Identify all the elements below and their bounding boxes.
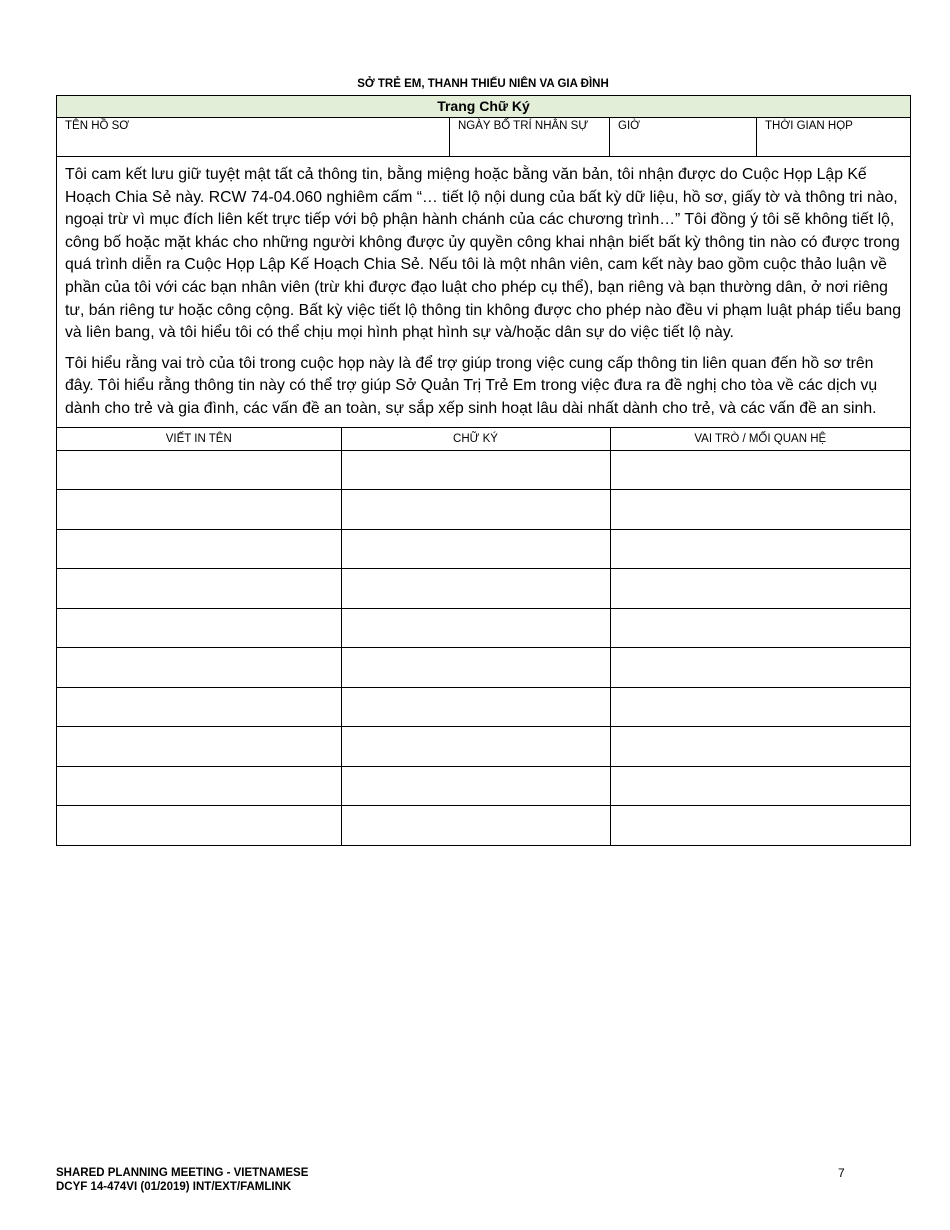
footer-form-code: DCYF 14-474VI (01/2019) INT/EXT/FAMLINK [56, 1181, 292, 1193]
print-name-cell[interactable] [57, 766, 341, 806]
role-cell[interactable] [610, 608, 910, 648]
table-row [57, 766, 910, 806]
time-field[interactable] [610, 118, 757, 156]
meeting-time-label: THỜI GIAN HỌP [765, 120, 853, 132]
print-name-cell[interactable] [57, 490, 341, 530]
table-row [57, 569, 910, 609]
time-label: GIỜ [618, 120, 641, 132]
print-name-cell[interactable] [57, 608, 341, 648]
footer-form-name: SHARED PLANNING MEETING - VIETNAMESE [56, 1167, 309, 1179]
staffing-date-field[interactable] [450, 118, 610, 156]
print-name-cell[interactable] [57, 806, 341, 845]
role-cell[interactable] [610, 490, 910, 530]
role-cell[interactable] [610, 727, 910, 767]
signature-cell[interactable] [341, 806, 610, 845]
form-title: Trang Chữ Ký [57, 96, 910, 118]
form-footer [56, 1166, 308, 1194]
signature-cell[interactable] [341, 529, 610, 569]
role-paragraph: Tôi hiểu rằng vai trò của tôi trong cuộc họp này là để trợ giúp trong việc cung cấp thông tin liên quan đến hồ sơ trên đây. Tôi hiểu rằng thông tin này có thể trợ giúp Sở Quản Trị Trẻ Em trong việc đưa ra đề nghị cho tòa về các dịch vụ dành cho trẻ và gia đình, các vấn đề an toàn, sự sắp xếp sinh hoạt lâu dài nhất dành cho trẻ, và các vấn đề an sinh. [65, 354, 878, 417]
table-row [57, 648, 910, 688]
role-cell[interactable] [610, 450, 910, 490]
print-name-cell[interactable] [57, 727, 341, 767]
table-row [57, 806, 910, 845]
meeting-time-field[interactable] [757, 118, 910, 156]
table-row [57, 687, 910, 727]
signature-cell[interactable] [341, 648, 610, 688]
case-name-label: TÊN HỒ SƠ [65, 120, 130, 132]
signature-table-header [57, 428, 910, 451]
signature-cell[interactable] [341, 727, 610, 767]
print-name-cell[interactable] [57, 529, 341, 569]
agency-header: SỞ TRẺ EM, THANH THIẾU NIÊN VA GIA ĐÌNH [357, 78, 609, 90]
role-cell[interactable] [610, 648, 910, 688]
signature-cell[interactable] [341, 450, 610, 490]
table-row [57, 450, 910, 490]
role-cell[interactable] [610, 687, 910, 727]
table-row [57, 608, 910, 648]
signature-cell[interactable] [341, 687, 610, 727]
table-row [57, 490, 910, 530]
signature-cell[interactable] [341, 766, 610, 806]
signature-header: CHỮ KÝ [341, 428, 610, 451]
print-name-cell[interactable] [57, 687, 341, 727]
case-info-row [57, 118, 910, 157]
role-relationship-header: VAI TRÒ / MỐI QUAN HỆ [610, 428, 910, 451]
signature-cell[interactable] [341, 490, 610, 530]
page-number: 7 [838, 1166, 845, 1180]
signature-table [57, 428, 910, 845]
case-name-field[interactable] [57, 118, 450, 156]
print-name-cell[interactable] [57, 450, 341, 490]
signature-cell[interactable] [341, 569, 610, 609]
table-row [57, 727, 910, 767]
role-cell[interactable] [610, 529, 910, 569]
role-cell[interactable] [610, 806, 910, 845]
role-cell[interactable] [610, 569, 910, 609]
table-row [57, 529, 910, 569]
signature-form [56, 95, 911, 846]
staffing-date-label: NGÀY BỐ TRÍ NHÂN SỰ [458, 120, 589, 132]
print-name-header: VIẾT IN TÊN [57, 428, 341, 451]
print-name-cell[interactable] [57, 648, 341, 688]
signature-cell[interactable] [341, 608, 610, 648]
role-cell[interactable] [610, 766, 910, 806]
confidentiality-paragraph: Tôi cam kết lưu giữ tuyệt mật tất cả thông tin, bằng miệng hoặc bằng văn bản, tôi nhận được do Cuộc Họp Lập Kế Hoạch Chia Sẻ này. RCW 74-04.060 nghiêm cấm “… tiết lộ nội dung của bất kỳ dữ liệu, hồ sơ, giấy tờ và thông tri nào, ngoại trừ vì mục đích liên kết trực tiếp với bộ phận hành chánh của các chương trình…” Tôi đồng ý tôi sẽ không tiết lộ, công bố hoặc mặt khác cho những người không được ủy quyền công khai nhận biết bất kỳ thông tin nào có được trong quá trình diễn ra Cuộc Họp Lập Kế Hoạch Chia Sẻ. Nếu tôi là một nhân viên, cam kết này bao gồm cuộc thảo luận về phần của tôi với các bạn nhân viên (trừ khi được đạo luật cho phép cụ thể), bạn riêng và bạn thường dân, ở nơi riêng tư, bán riêng tư hoặc công cộng. Bất kỳ việc tiết lộ thông tin không được cho phép nào đều vi phạm luật pháp tiểu bang và liên bang, và tôi hiểu tôi có thể chịu mọi hình phạt hình sự và/hoặc dân sự do việc tiết lộ này. [65, 166, 901, 342]
confidentiality-statement [57, 157, 910, 428]
print-name-cell[interactable] [57, 569, 341, 609]
